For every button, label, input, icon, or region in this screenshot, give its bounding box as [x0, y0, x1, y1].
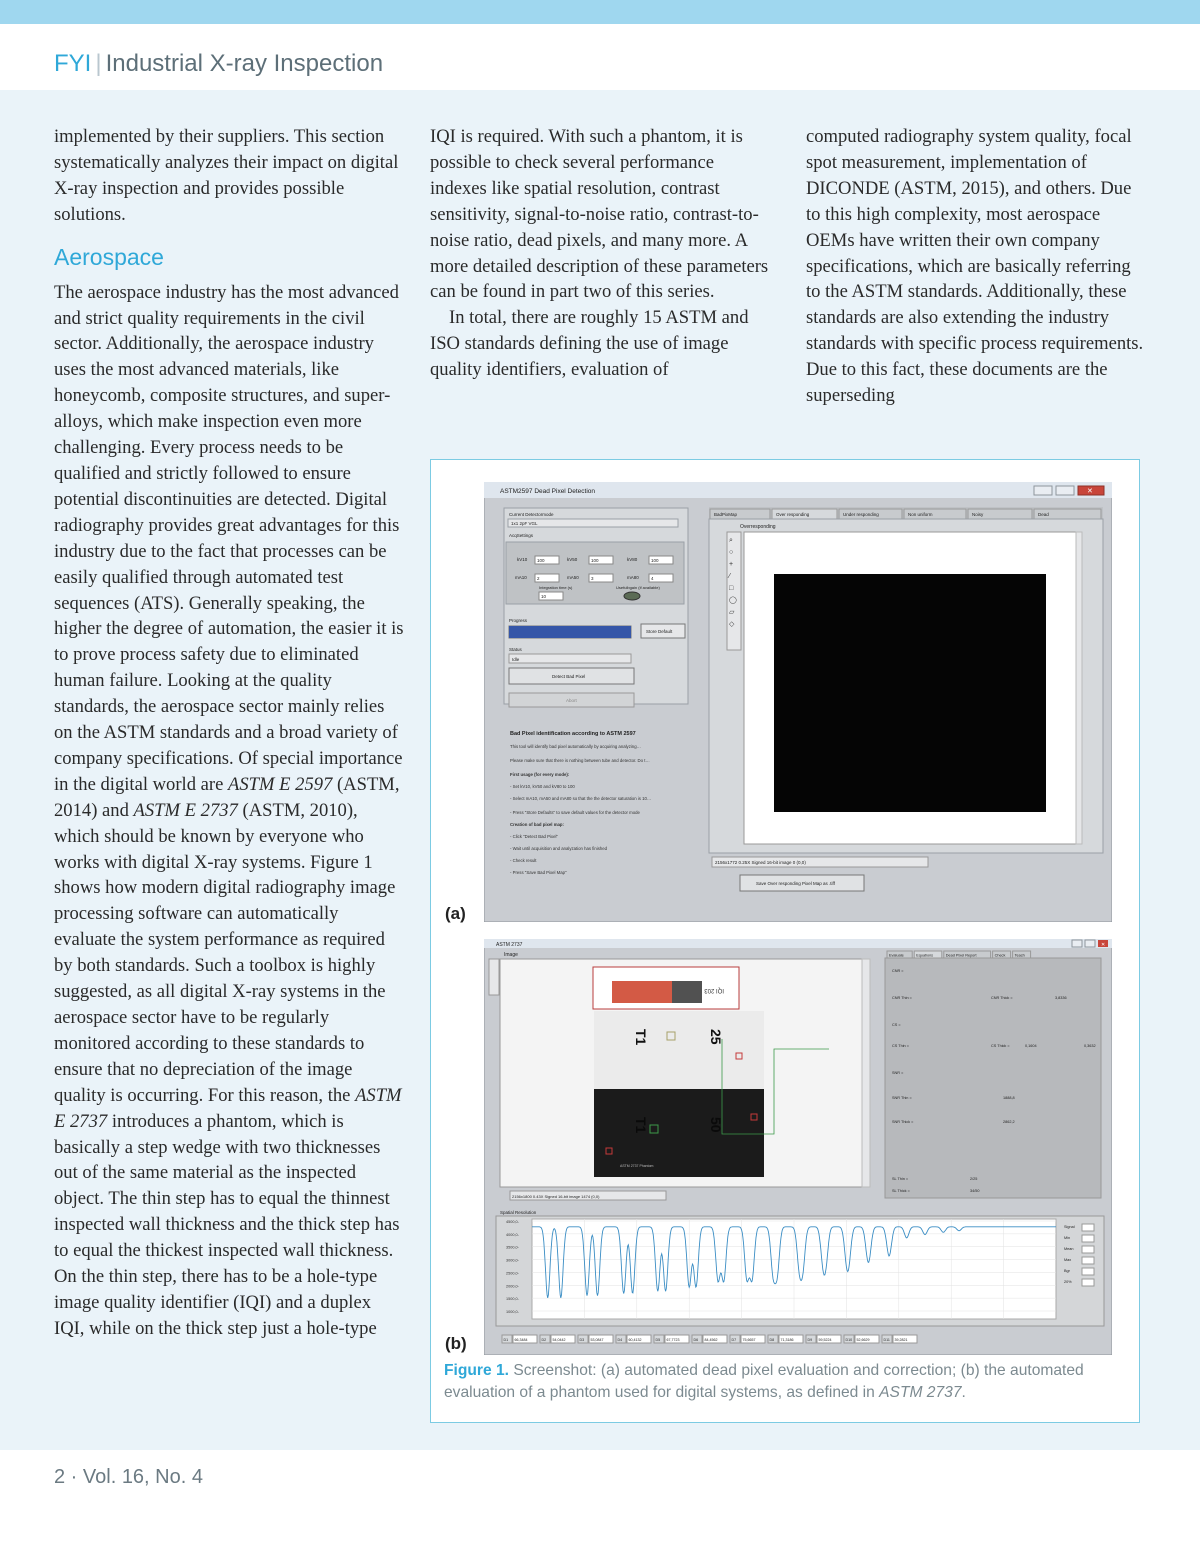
readout-value: 39,2821 — [894, 1338, 908, 1342]
thick-step-mark: T1 — [633, 1117, 649, 1134]
image-info: 2156x1772 0.25X Signed 16-bit image 0 (0,0) — [715, 860, 806, 865]
paragraph: computed radiography system quality, focal spot measurement, implementation of DICONDE (ASTM, 2015), and others. Due to this high complexity, most aerospace OEMs have written their own company specifications, which are basically referring to the ASTM standards. Additionally, these standards are also extending the industry standards with specific process requirements. Due to this fact, these documents are the superseding — [806, 126, 1144, 407]
tab-label: Non uniform — [908, 512, 933, 517]
tab-label: Dead Pixel Report — [945, 953, 977, 958]
image-scrollbar[interactable] — [1076, 532, 1082, 844]
freehand-icon: ◇ — [729, 621, 735, 628]
column-1 — [54, 124, 404, 1342]
phantom-caption: ASTM 2737 Phantom — [620, 1164, 654, 1168]
info-title: Bad Pixel identification according to ASTM 2597 — [510, 731, 636, 737]
equation-label: SL Thin = — [892, 1177, 909, 1181]
info-line: - Check result — [510, 858, 537, 863]
readout-label: D11 — [883, 1338, 890, 1342]
usefulbgain-toggle[interactable] — [624, 592, 640, 600]
store-default-label: Store Default — [646, 629, 673, 634]
tab-label: Dead — [1038, 512, 1049, 517]
tab-label: BadPixMap — [714, 512, 738, 517]
y-tick-label: 3500,0- — [506, 1245, 519, 1250]
crosshair-icon: + — [729, 561, 734, 568]
legend-swatch[interactable] — [1082, 1268, 1094, 1275]
info-line: This tool will identify bad pixel automatically by acquiring analyzing… — [510, 744, 641, 749]
legend-swatch[interactable] — [1082, 1246, 1094, 1253]
equation-label: CS Thin = — [892, 1044, 909, 1048]
status-field — [509, 654, 631, 663]
kv50-value: 100 — [591, 558, 599, 563]
readout-label: D5 — [655, 1338, 661, 1342]
readout-label: D3 — [579, 1338, 585, 1342]
paragraph: IQI is required. With such a phantom, it is possible to check several performance indexes like spatial resolution, contrast sensitivity, signal-to-noise ratio, contrast-to-noise ratio, dead pixels, and many more. A more detailed description of these parameters can be found in part two of this series. — [430, 126, 769, 303]
legend-label: 20% — [1064, 1280, 1072, 1284]
y-tick-label: 1500,0- — [506, 1297, 519, 1302]
readout-label: D9 — [807, 1338, 813, 1342]
status-value: Idle — [512, 657, 520, 662]
section-tag: FYI — [54, 50, 92, 77]
maximize-button[interactable] — [1085, 940, 1095, 947]
equation-label: CNR = — [892, 969, 904, 973]
abort-button-label: Abort — [566, 698, 577, 703]
standard-ref: ASTM E 2737 — [133, 799, 238, 821]
equation-value: 2862,2 — [1003, 1120, 1015, 1124]
iqi-duplex-red — [612, 981, 672, 1003]
folio: 2 · Vol. 16, No. 4 — [54, 1466, 203, 1488]
kv50-label: kV50 — [567, 557, 578, 562]
info-line: - Click "Detect Bad Pixel" — [510, 834, 558, 839]
chart-title: Spatial Resolution — [500, 1210, 537, 1215]
legend-swatch[interactable] — [1082, 1235, 1094, 1242]
kv80-value: 100 — [651, 558, 659, 563]
usefulbgain-label: Usefulbgain (if available) — [616, 585, 660, 590]
iqi-duplex-bars — [672, 981, 702, 1003]
legend-swatch[interactable] — [1082, 1257, 1094, 1264]
info-line: - Set kV10, kV50 and kV80 to 100 — [510, 784, 575, 789]
readout-value: 67,7723 — [666, 1338, 680, 1342]
image-info: 2156x1800 0.43X Signed 16-bit image 1474 (0,0) — [512, 1194, 600, 1199]
detector-value: 1x1 2pF VGL — [511, 521, 538, 526]
tab-label: Check — [994, 953, 1006, 958]
image-scrollbar[interactable] — [862, 959, 870, 1187]
info-line: - Press "Save Bad Pixel Map" — [510, 870, 567, 875]
close-icon: ✕ — [1101, 942, 1106, 948]
equation-label: SNR = — [892, 1071, 904, 1075]
readout-bar — [502, 1335, 917, 1343]
equation-label: SNR Thick = — [892, 1120, 914, 1124]
kv80-label: kV80 — [627, 557, 638, 562]
info-line: Please make sure that there is nothing between tube and detector. Do t… — [510, 758, 650, 763]
info-line: First usage (for every mode): — [510, 772, 570, 777]
section-title: Industrial X-ray Inspection — [105, 50, 384, 77]
y-tick-label: 2000,0- — [506, 1284, 519, 1289]
equation-value: 1888,8 — [1003, 1096, 1015, 1100]
ma80-value: 4 — [651, 576, 654, 581]
equation-value: 2/25 — [970, 1177, 978, 1181]
tab-label: Teach — [1014, 953, 1025, 958]
equation-label: SNR Thin = — [892, 1096, 912, 1100]
text-run: introduces a phantom, which is basically a step wedge with two thicknesses out of the same material as the inspected object. The thin step has to equal the thinnest inspected wall thickness and the thick step has to equal the thickest inspected wall thickness. On the thin step, there has to be a hole-type image quality identifier (IQI) and a duplex IQI, while on the thick step just a hole-type — [54, 1110, 400, 1339]
equation-label: CNR Thick = — [991, 996, 1013, 1000]
thin-step — [594, 1011, 764, 1089]
detect-button-label: Detect Bad Pixel — [552, 674, 586, 679]
thick-step-thickness: 50 — [708, 1117, 724, 1133]
text-run: (ASTM, 2010), which should be known by everyone who works with digital X-ray systems. Figure 1 shows how modern digital radiography image processing software can automatically evaluate the system performance as required by both standards. Such a toolbox is highly suggested, as all digital X-ray systems in the aerospace sector have to be regularly monitored according to these standards to ensure that no depreciation of the image quality is occurring. For this reason, the — [54, 799, 396, 1106]
running-head — [54, 50, 383, 78]
tab-subtitle: Overresponding — [740, 524, 776, 530]
caption-text: Screenshot: (a) automated dead pixel evaluation and correction; (b) the automated evaluation of a phantom used for digital systems, as defined in — [444, 1362, 1084, 1401]
titlebar — [484, 939, 1112, 948]
tab-label: Noisy — [972, 512, 984, 517]
legend-label: Min — [1064, 1236, 1071, 1240]
ma10-value: 2 — [537, 576, 540, 581]
top-color-bar — [0, 0, 1200, 24]
equations-panel — [885, 958, 1101, 1198]
standard-ref: ASTM E 2597 — [228, 773, 333, 795]
aerospace-paragraph — [54, 280, 404, 1342]
text-run: The aerospace industry has the most advanced and strict quality requirements in the civil sector. Additionally, the aerospace industry uses the most advanced materials, like honeycomb, composite structures, and super-alloys, which make inspection even more challenging. Every process needs to be qualified and strictly followed to ensure potential discontinuities are detected. Digital radiography provides great advantages for this industry due to the fact that processes can be easily qualified through automated test sequences (ATS). Generally speaking, the higher the degree of automation, the easier it is to prove process safety due to eliminated human failure. Looking at the quality standards, the aerospace sector mainly relies on the ASTM standards and a broad variety of company specifications. Of special importance in the digital world are — [54, 281, 404, 795]
readout-label: D10 — [845, 1338, 853, 1342]
polygon-icon: ▱ — [729, 609, 735, 616]
tool-palette[interactable] — [489, 959, 499, 995]
screenshot-b — [484, 939, 1112, 1355]
progress-fill — [509, 626, 631, 638]
iqi-plate-label: IQI 203 — [704, 987, 724, 993]
column-2 — [430, 124, 775, 383]
tab-label: Under responding — [843, 512, 879, 517]
readout-value: 75,6657 — [742, 1338, 756, 1342]
tab-label: Evaluate — [889, 953, 904, 958]
line-icon: ⁄ — [729, 573, 731, 580]
readout-value: 54,0442 — [552, 1338, 566, 1342]
thin-step-mark: T1 — [633, 1029, 649, 1046]
tabs-b — [887, 951, 1031, 958]
readout-value: 84,4562 — [704, 1338, 718, 1342]
info-line: - Select mA10, mA50 and mA80 so that the the detector saturation is 10… — [510, 796, 652, 801]
maximize-button[interactable] — [1056, 486, 1074, 495]
readout-label: D7 — [731, 1338, 737, 1342]
close-icon: ✕ — [1087, 488, 1093, 495]
info-line: - Wait until acquisition and analyzation has finished — [510, 846, 608, 851]
header-separator: | — [95, 50, 102, 77]
zoom-icon: ⌕ — [729, 537, 733, 544]
kv10-value: 100 — [537, 558, 545, 563]
kv10-label: kV10 — [517, 557, 528, 562]
y-tick-label: 4000,0- — [506, 1232, 519, 1237]
readout-value: 71,3186 — [780, 1338, 794, 1342]
info-line: Creation of bad pixel map: — [510, 822, 564, 827]
caption-end: . — [961, 1384, 966, 1401]
tabs-a — [710, 509, 1101, 519]
caption-standard: ASTM 2737 — [879, 1384, 962, 1401]
standard-ref: ASTM E 2737 — [54, 1084, 402, 1132]
hand-icon: ○ — [729, 549, 734, 556]
window-title: ASTM 2737 — [496, 942, 523, 948]
equation-value: 0,1604 — [1025, 1044, 1037, 1048]
column-3 — [806, 124, 1146, 409]
ma10-label: mA10 — [515, 575, 527, 580]
image-label: Image — [504, 952, 518, 958]
readout-value: 53,0847 — [590, 1338, 604, 1342]
panel-label-a: (a) — [445, 904, 466, 923]
y-tick-label: 4500,0- — [506, 1220, 519, 1224]
legend-swatch[interactable] — [1082, 1279, 1094, 1286]
readout-label: D1 — [503, 1338, 509, 1342]
section-heading-aerospace: Aerospace — [54, 243, 164, 270]
thin-step-thickness: 25 — [708, 1029, 724, 1045]
ma80-label: mA80 — [627, 575, 639, 580]
y-tick-label: 1000,0- — [506, 1310, 519, 1314]
tab-label: Over responding — [776, 512, 810, 517]
paragraph: In total, there are roughly 15 ASTM and ISO standards defining the use of image quality identifiers, evaluation of — [430, 307, 749, 381]
intro-paragraph: implemented by their suppliers. This section systematically analyzes their impact on digital X-ray inspection and provides possible solutions. — [54, 126, 399, 225]
legend-swatch[interactable] — [1082, 1224, 1094, 1231]
equation-label: CNR Thin = — [892, 996, 912, 1000]
figure-caption — [444, 1360, 1124, 1404]
caption-title: Figure 1. — [444, 1362, 509, 1379]
minimize-button[interactable] — [1034, 486, 1052, 495]
legend-label: Max — [1064, 1258, 1072, 1262]
equation-label: CS = — [892, 1023, 901, 1027]
readout-label: D6 — [693, 1338, 699, 1342]
bad-pixel-image — [774, 574, 1046, 812]
equation-value: 0,3632 — [1084, 1044, 1096, 1048]
integration-label: Integration time (s) — [539, 585, 573, 590]
integration-value: 10 — [541, 594, 547, 599]
minimize-button[interactable] — [1072, 940, 1082, 947]
readout-value: 52,6629 — [856, 1338, 870, 1342]
save-button-label: Save Over responding Pixel Map as .tiff — [756, 881, 835, 886]
panel-label-b: (b) — [445, 1334, 467, 1353]
y-tick-label: 3000,0- — [506, 1258, 519, 1263]
acq-group — [506, 542, 684, 604]
readout-value: 59,5224 — [818, 1338, 832, 1342]
readout-value: 66,3484 — [514, 1338, 528, 1342]
info-line: - Press "Store Defaults" to save default values for the detector mode — [510, 810, 640, 815]
equation-label: SL Thick = — [892, 1189, 910, 1193]
readout-value: 60,4132 — [628, 1338, 642, 1342]
text-run: (ASTM, 2014) and — [54, 773, 400, 821]
status-label: Status — [509, 647, 522, 652]
equation-value: 34/50 — [970, 1189, 980, 1193]
tab-label: Equations — [916, 953, 934, 958]
rect-icon: □ — [729, 585, 734, 592]
screenshot-a — [484, 482, 1112, 922]
window-title: ASTM2597 Dead Pixel Detection — [500, 488, 596, 495]
oval-icon: ◯ — [729, 597, 737, 604]
legend-label: Mean — [1064, 1247, 1074, 1251]
detector-label: Current Detectormode — [509, 512, 554, 517]
readout-label: D8 — [769, 1338, 775, 1342]
legend-label: Signal — [1064, 1225, 1075, 1229]
equation-value: 3,8336 — [1055, 996, 1067, 1000]
acq-label: AcqSettings — [509, 533, 534, 538]
y-tick-label: 2500,0- — [506, 1271, 519, 1276]
ma50-value: 3 — [591, 576, 594, 581]
legend-label: Bgr — [1064, 1269, 1070, 1273]
readout-label: D4 — [617, 1338, 623, 1342]
progress-label: Progress — [509, 618, 528, 623]
ma50-label: mA50 — [567, 575, 579, 580]
readout-label: D2 — [541, 1338, 547, 1342]
equation-label: CS Thick = — [991, 1044, 1010, 1048]
